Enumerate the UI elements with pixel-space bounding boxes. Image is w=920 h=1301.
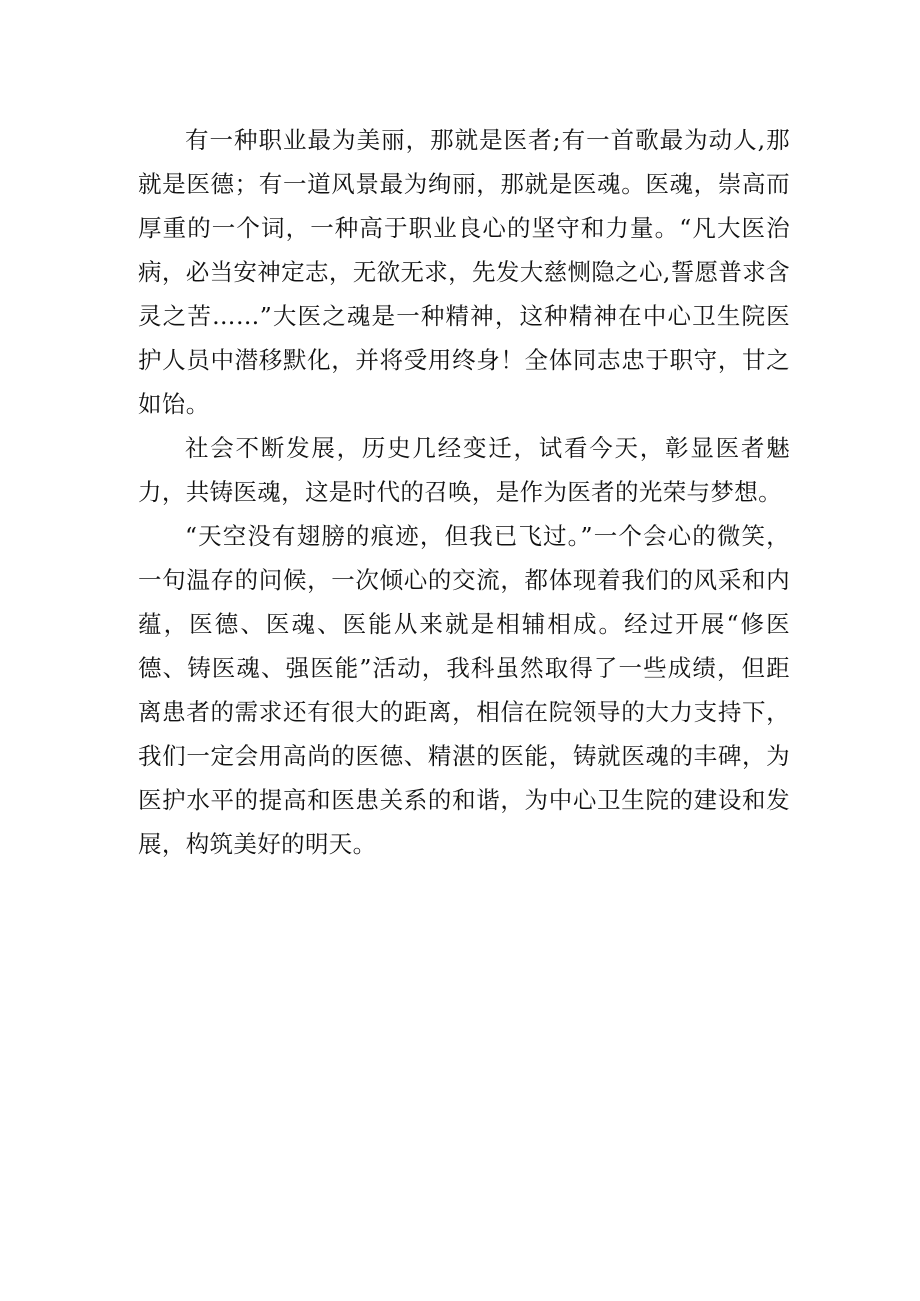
- paragraph-3: “天空没有翅膀的痕迹，但我已飞过。”一个会心的微笑，一句温存的问候，一次倾心的交流，都体现着我们的风采和内蕴，医德、医魂、医能从来就是相辅相成。经过开展“修医德、铸医魂、强医能”活动，我科虽然取得了一些成绩，但距离患者的需求还有很大的距离，相信在院领导的大力支持下，我们一定会用高尚的医德、精湛的医能，铸就医魂的丰碑，为医护水平的提高和医患关系的和谐，为中心卫生院的建设和发展，构筑美好的明天。: [138, 522, 790, 858]
- document-page: [138, 118, 790, 866]
- paragraph-2: 社会不断发展，历史几经变迁，试看今天，彰显医者魅力，共铸医魂，这是时代的召唤，是作为医者的光荣与梦想。: [138, 434, 790, 506]
- paragraph-1: 有一种职业最为美丽，那就是医者;有一首歌最为动人,那就是医德；有一道风景最为绚丽，那就是医魂。医魂，崇高而厚重的一个词，一种高于职业良心的坚守和力量。“凡大医治病，必当安神定志，无欲无求，先发大慈恻隐之心,誓愿普求含灵之苦……”大医之魂是一种精神，这种精神在中心卫生院医护人员中潜移默化，并将受用终身！全体同志忠于职守，甘之如饴。: [138, 126, 790, 418]
